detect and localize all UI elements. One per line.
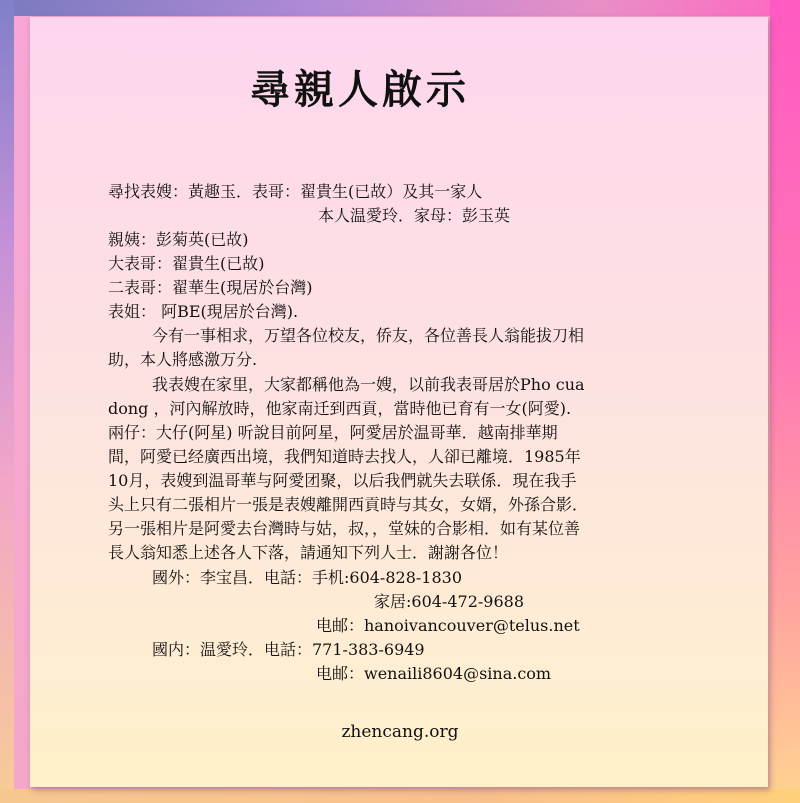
notice-line: 兩仔：大仔(阿星) 听說目前阿星，阿愛居於温哥華．越南排華期 <box>108 423 558 442</box>
notice-line: 助，本人將感激万分. <box>108 350 258 369</box>
notice-line: 大表哥：翟貴生(已故) <box>108 254 265 273</box>
notice-line: 長人翁知悉上述各人下落，請通知下列人士．謝謝各位！ <box>108 543 509 562</box>
contact-line: 國外：李宝昌．电話：手机:604-828-1830 <box>152 568 463 587</box>
contact-line: 电邮：wenaili8604@sina.com <box>316 664 552 683</box>
notice-line: 另一張相片是阿愛去台灣時与姑，叔，，堂妹的合影相．如有某位善 <box>108 519 581 538</box>
contact-line: 电邮：hanoivancouver@telus.net <box>316 616 580 635</box>
frame-border-bottom <box>0 789 800 803</box>
website-footer: zhencang.org <box>341 722 459 742</box>
notice-line: 親姨：彭菊英(已故) <box>108 230 249 249</box>
frame-border-top <box>0 0 800 16</box>
notice-title: 尋親人啟示 <box>250 67 470 113</box>
notice-line: 今有一事相求，万望各位校友，侨友，各位善長人翁能拔刀相 <box>152 326 585 345</box>
notice-line: 二表哥：翟華生(現居於台灣) <box>108 278 313 297</box>
frame-border-left <box>0 0 14 803</box>
notice-line: 間，阿愛已经廣西出境，我們知道時去找人，人卻已離境．1985年 <box>108 447 581 466</box>
notice-line: 10月，表嫂到温哥華与阿愛团聚，以后我們就失去联係．現在我手 <box>108 471 577 490</box>
contact-line: 國内：温愛玲．电話：771-383-6949 <box>152 640 425 659</box>
notice-line: 表姐： 阿BE(現居於台灣). <box>108 302 299 321</box>
contact-line: 家居:604-472-9688 <box>374 592 525 611</box>
notice-line: 我表嫂在家里，大家都稱他為一嫂，以前我表哥居於Pho cua <box>152 375 585 394</box>
notice-line: 本人温愛玲．家母：彭玉英 <box>318 206 511 225</box>
notice-line: 尋找表嫂：黃趣玉．表哥：翟貴生(已故）及其一家人 <box>108 182 483 201</box>
frame-border-right <box>770 0 800 803</box>
notice-line: dong ，河內解放時，他家南迁到西貢，當時他已育有一女(阿愛). <box>108 399 572 418</box>
notice-line: 头上只有二張相片一張是表嫂離開西貢時与其女，女婿，外孫合影． <box>108 495 589 514</box>
